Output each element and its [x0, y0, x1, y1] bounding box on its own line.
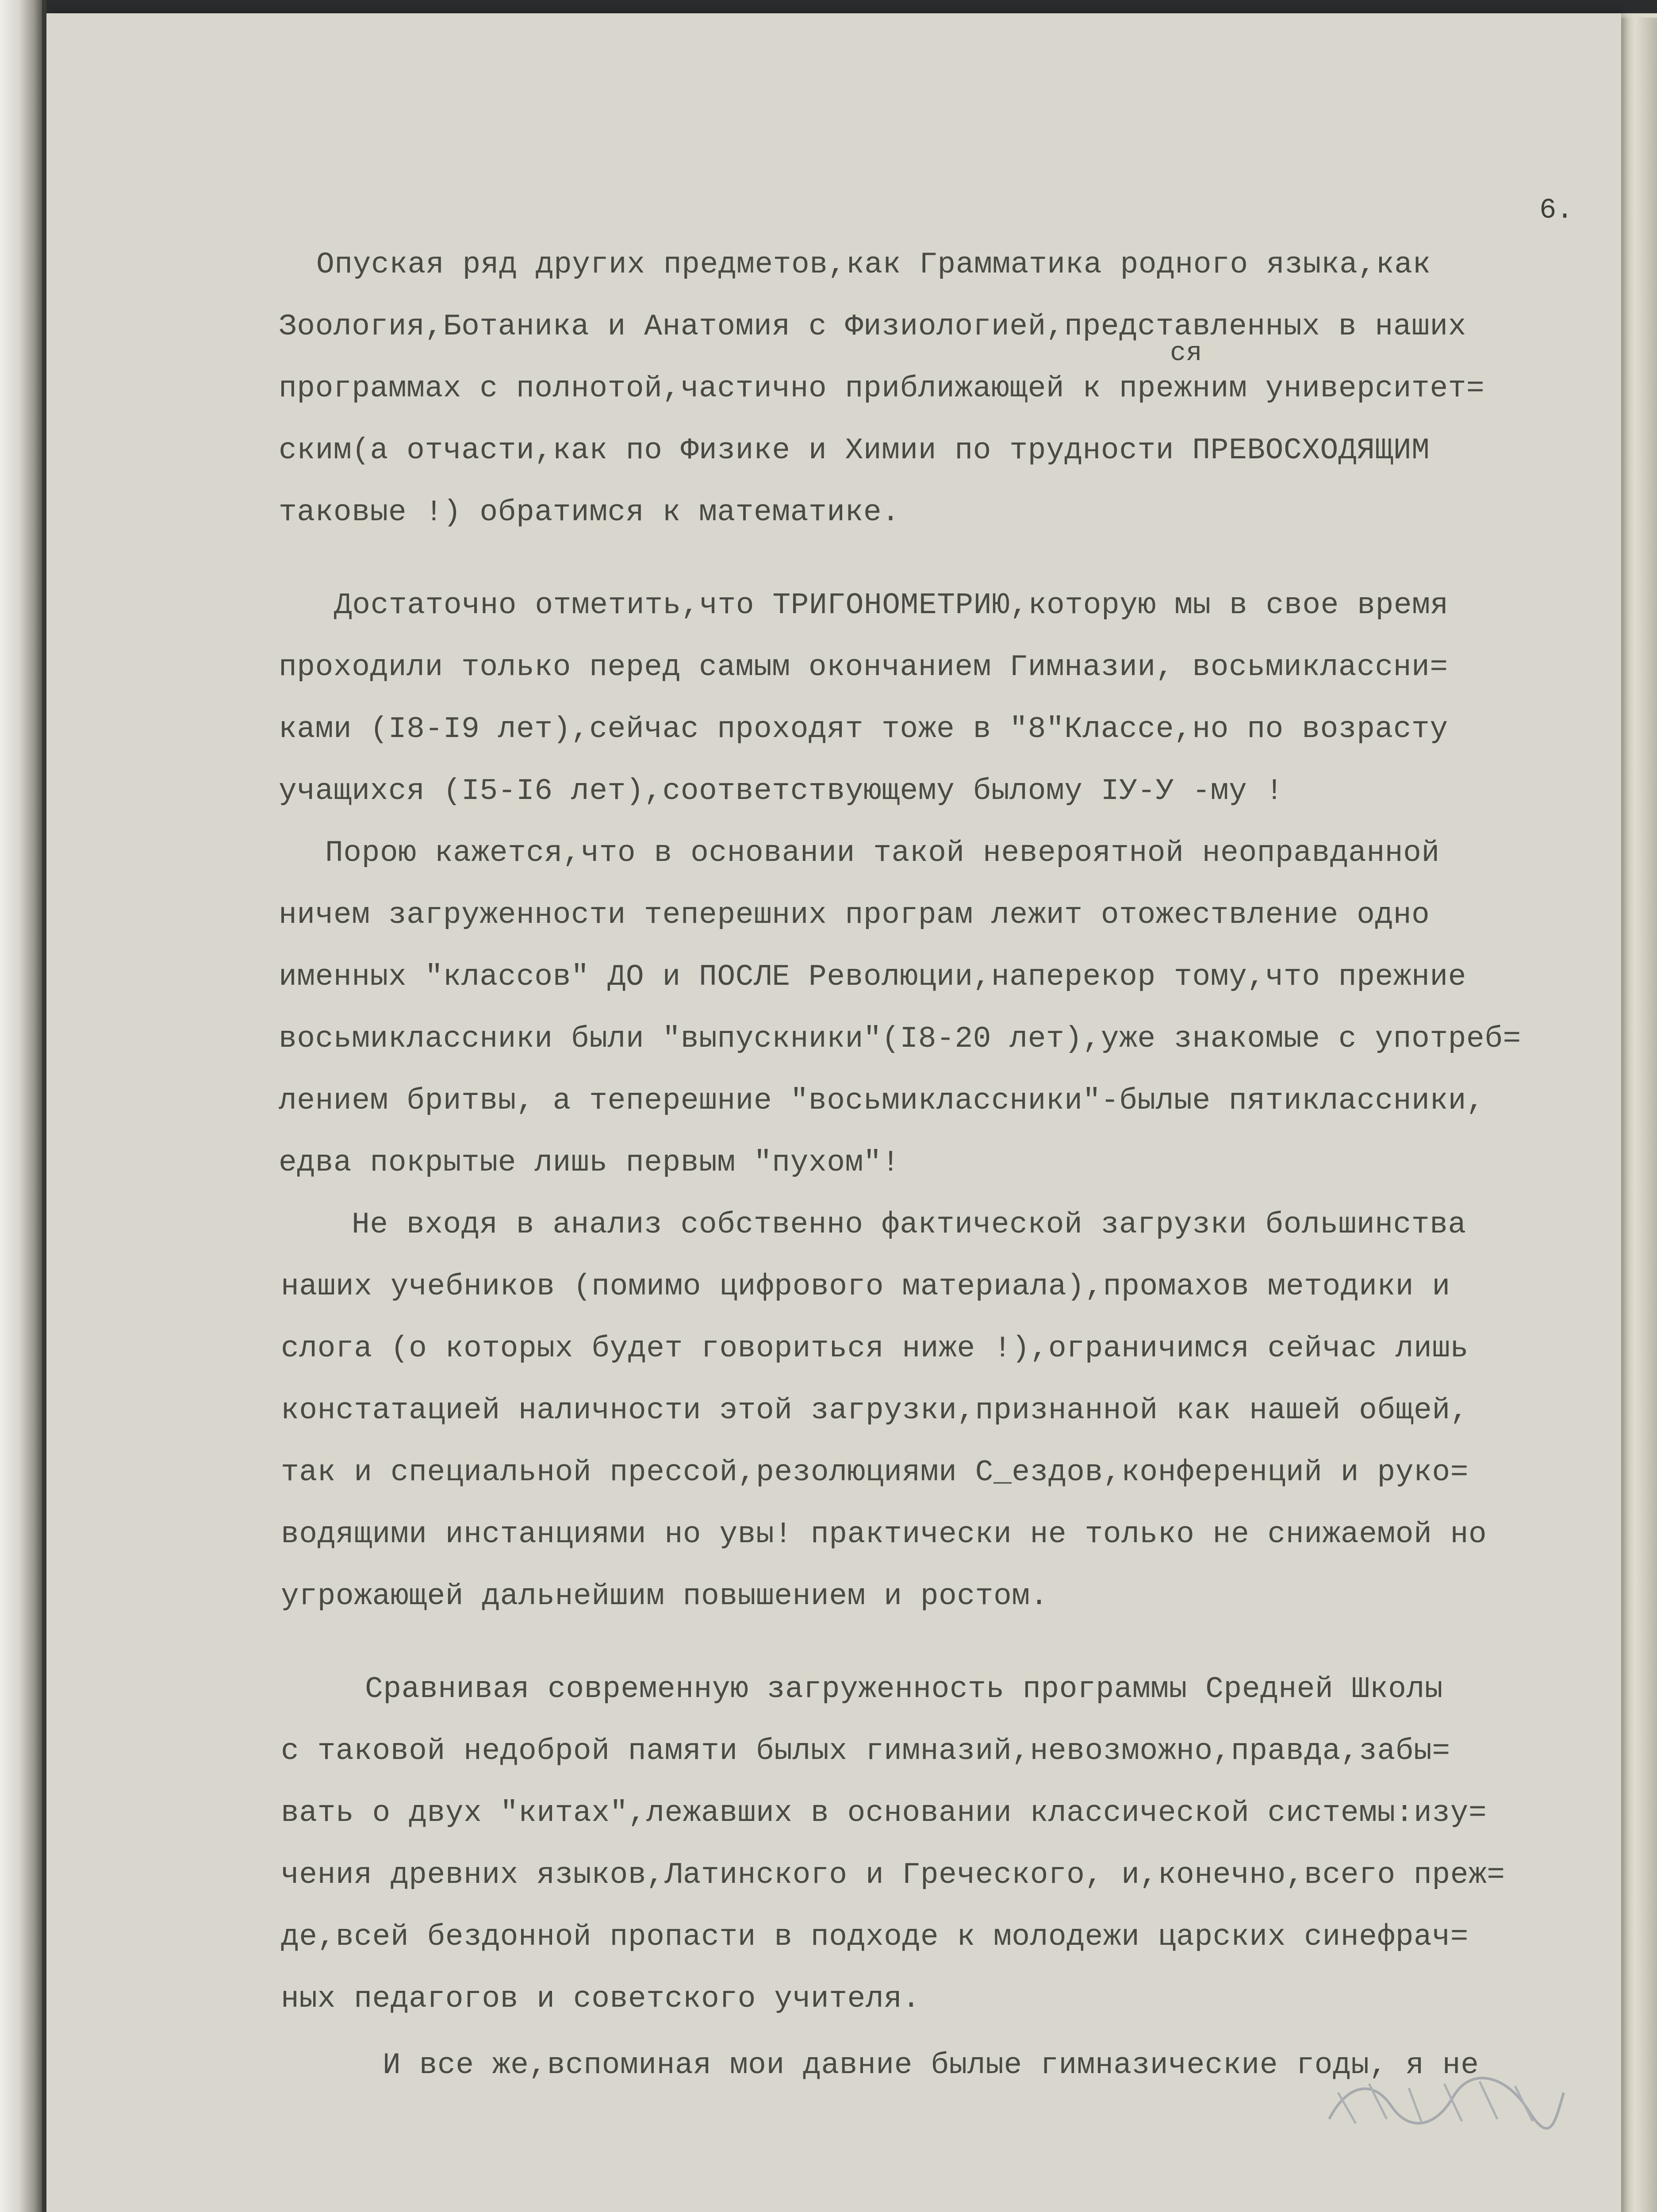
- text-line: Достаточно отметить,что ТРИГОНОМЕТРИЮ,которую мы в свое время: [334, 588, 1449, 622]
- text-line: лением бритвы, а теперешние "восьмиклассники"-былые пятиклассники,: [279, 1084, 1485, 1118]
- text-line: с таковой недоброй памяти былых гимназий,невозможно,правда,забы=: [281, 1734, 1450, 1768]
- binding-edge: [42, 0, 46, 2212]
- text-line: де,всей бездонной пропасти в подходе к молодежи царских синефрач=: [281, 1920, 1469, 1954]
- text-line: Зоология,Ботаника и Анатомия с Физиологией,представленных в наших: [279, 310, 1466, 344]
- text-line: И все же,вспоминая мои давние былые гимназические годы, я не: [383, 2048, 1479, 2082]
- text-line: Порою кажется,что в основании такой невероятной неоправданной: [325, 836, 1440, 870]
- text-line: именных "классов" ДО и ПОСЛЕ Революции,наперекор тому,что прежние: [279, 960, 1466, 994]
- text-line: Опуская ряд других предметов,как Грамматика родного языка,как: [316, 248, 1431, 282]
- text-line: слога (о которых будет говориться ниже !),ограничимся сейчас лишь: [281, 1332, 1469, 1366]
- underlying-page-edge: [1621, 18, 1657, 2212]
- text-line: вать о двух "китах",лежавших в основании классической системы:изу=: [281, 1796, 1487, 1830]
- archive-stamp-mark: [1320, 2066, 1568, 2132]
- text-line: проходили только перед самым окончанием Гимназии, восьмиклассни=: [279, 650, 1448, 684]
- text-line: так и специальной прессой,резолюциями С_ездов,конференций и руко=: [281, 1455, 1469, 1490]
- text-line: восьмиклассники были "выпускники"(I8-20 лет),уже знакомые с употреб=: [279, 1022, 1521, 1056]
- text-line: наших учебников (помимо цифрового материала),промахов методики и: [281, 1270, 1450, 1304]
- text-line: угрожающей дальнейшим повышением и ростом.: [281, 1579, 1048, 1613]
- text-line: чения древних языков,Латинского и Греческого, и,конечно,всего преж=: [281, 1858, 1505, 1892]
- text-line: учащихся (I5-I6 лет),соответствующему былому IУ-У -му !: [279, 774, 1284, 808]
- typewritten-page: [46, 13, 1621, 2212]
- text-line: программах с полнотой,частично приближающей к прежним университет=: [279, 372, 1485, 406]
- text-line: ским(а отчасти,как по Физике и Химии по трудности ПРЕВОСХОДЯЩИМ: [279, 434, 1430, 468]
- page-number: 6.: [1539, 195, 1573, 227]
- text-line: водящими инстанциями но увы! практически не только не снижаемой но: [281, 1517, 1487, 1551]
- text-line: таковые !) обратимся к математике.: [279, 495, 900, 530]
- scan-background-top: [46, 0, 1657, 13]
- text-line: ных педагогов и советского учителя.: [281, 1982, 921, 2016]
- superscript-insertion: ся: [1170, 338, 1203, 369]
- text-line: едва покрытые лишь первым "пухом"!: [279, 1146, 900, 1180]
- text-line: Сравнивая современную загруженность программы Средней Школы: [365, 1672, 1443, 1706]
- text-line: ничем загруженности теперешних програм лежит отожествление одно: [279, 898, 1430, 932]
- text-line: ками (I8-I9 лет),сейчас проходят тоже в "8"Классе,но по возрасту: [279, 712, 1448, 746]
- page-binding: [0, 0, 42, 2212]
- text-line: констатацией наличности этой загрузки,признанной как нашей общей,: [281, 1394, 1469, 1428]
- text-line: Не входя в анализ собственно фактической загрузки большинства: [352, 1208, 1466, 1242]
